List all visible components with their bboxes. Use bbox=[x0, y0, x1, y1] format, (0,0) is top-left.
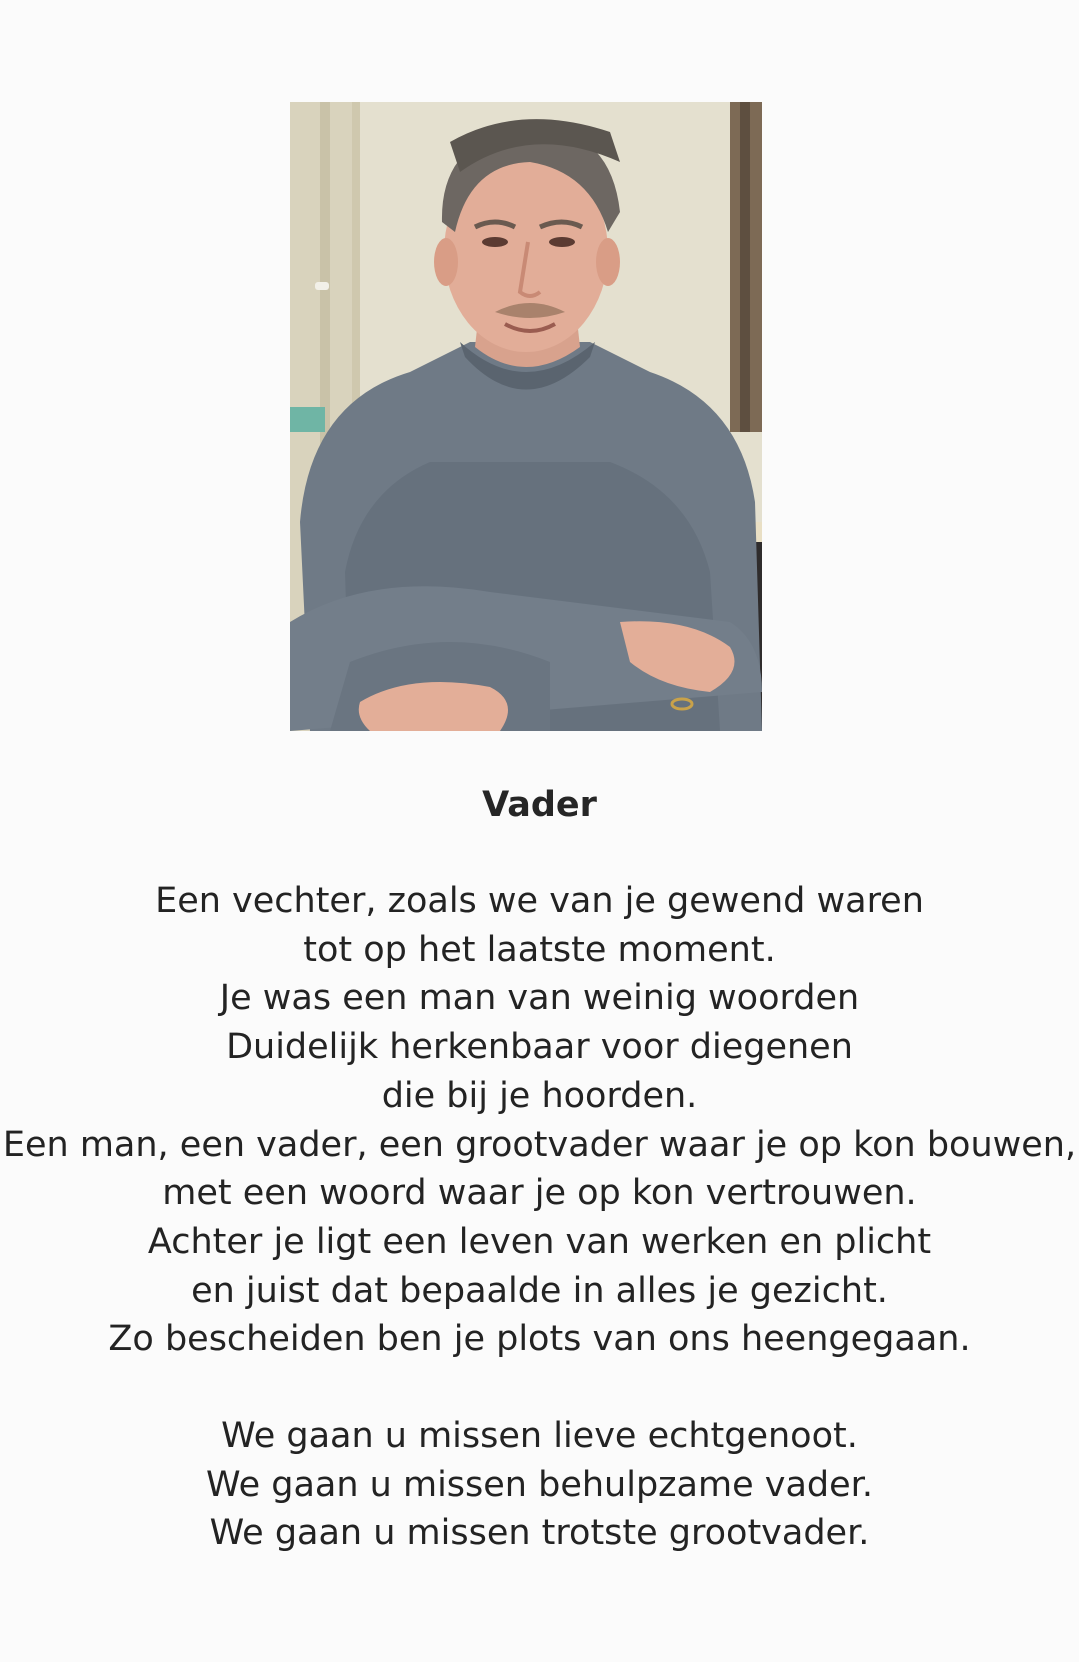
poem-line: die bij je hoorden. bbox=[381, 1075, 698, 1116]
poem-line: Achter je ligt een leven van werken en plicht bbox=[147, 1221, 932, 1262]
poem-line: Een vechter, zoals we van je gewend waren bbox=[155, 881, 924, 921]
poem-line: Je was een man van weinig woorden bbox=[219, 978, 860, 1019]
poem-stanza-2 bbox=[0, 1412, 1079, 1558]
poem-line: We gaan u missen lieve echtgenoot. bbox=[221, 1416, 858, 1456]
poem-line: Duidelijk herkenbaar voor diegenen bbox=[226, 1027, 853, 1068]
portrait-illustration bbox=[290, 102, 762, 731]
poem-stanza-1 bbox=[0, 877, 1079, 1364]
poem-line: We gaan u missen trotste grootvader. bbox=[209, 1513, 870, 1554]
portrait-photo bbox=[290, 102, 762, 731]
poem-line: met een woord waar je op kon vertrouwen. bbox=[162, 1173, 917, 1214]
poem-line: Zo bescheiden ben je plots van ons heengegaan. bbox=[108, 1319, 971, 1360]
poem-line: We gaan u missen behulpzame vader. bbox=[206, 1464, 873, 1505]
poem-title: Vader bbox=[482, 785, 597, 825]
poem-line: tot op het laatste moment. bbox=[303, 929, 776, 970]
poem-line: en juist dat bepaalde in alles je gezicht. bbox=[191, 1270, 888, 1311]
poem-line: Een man, een vader, een grootvader waar je op kon bouwen, bbox=[2, 1124, 1077, 1165]
